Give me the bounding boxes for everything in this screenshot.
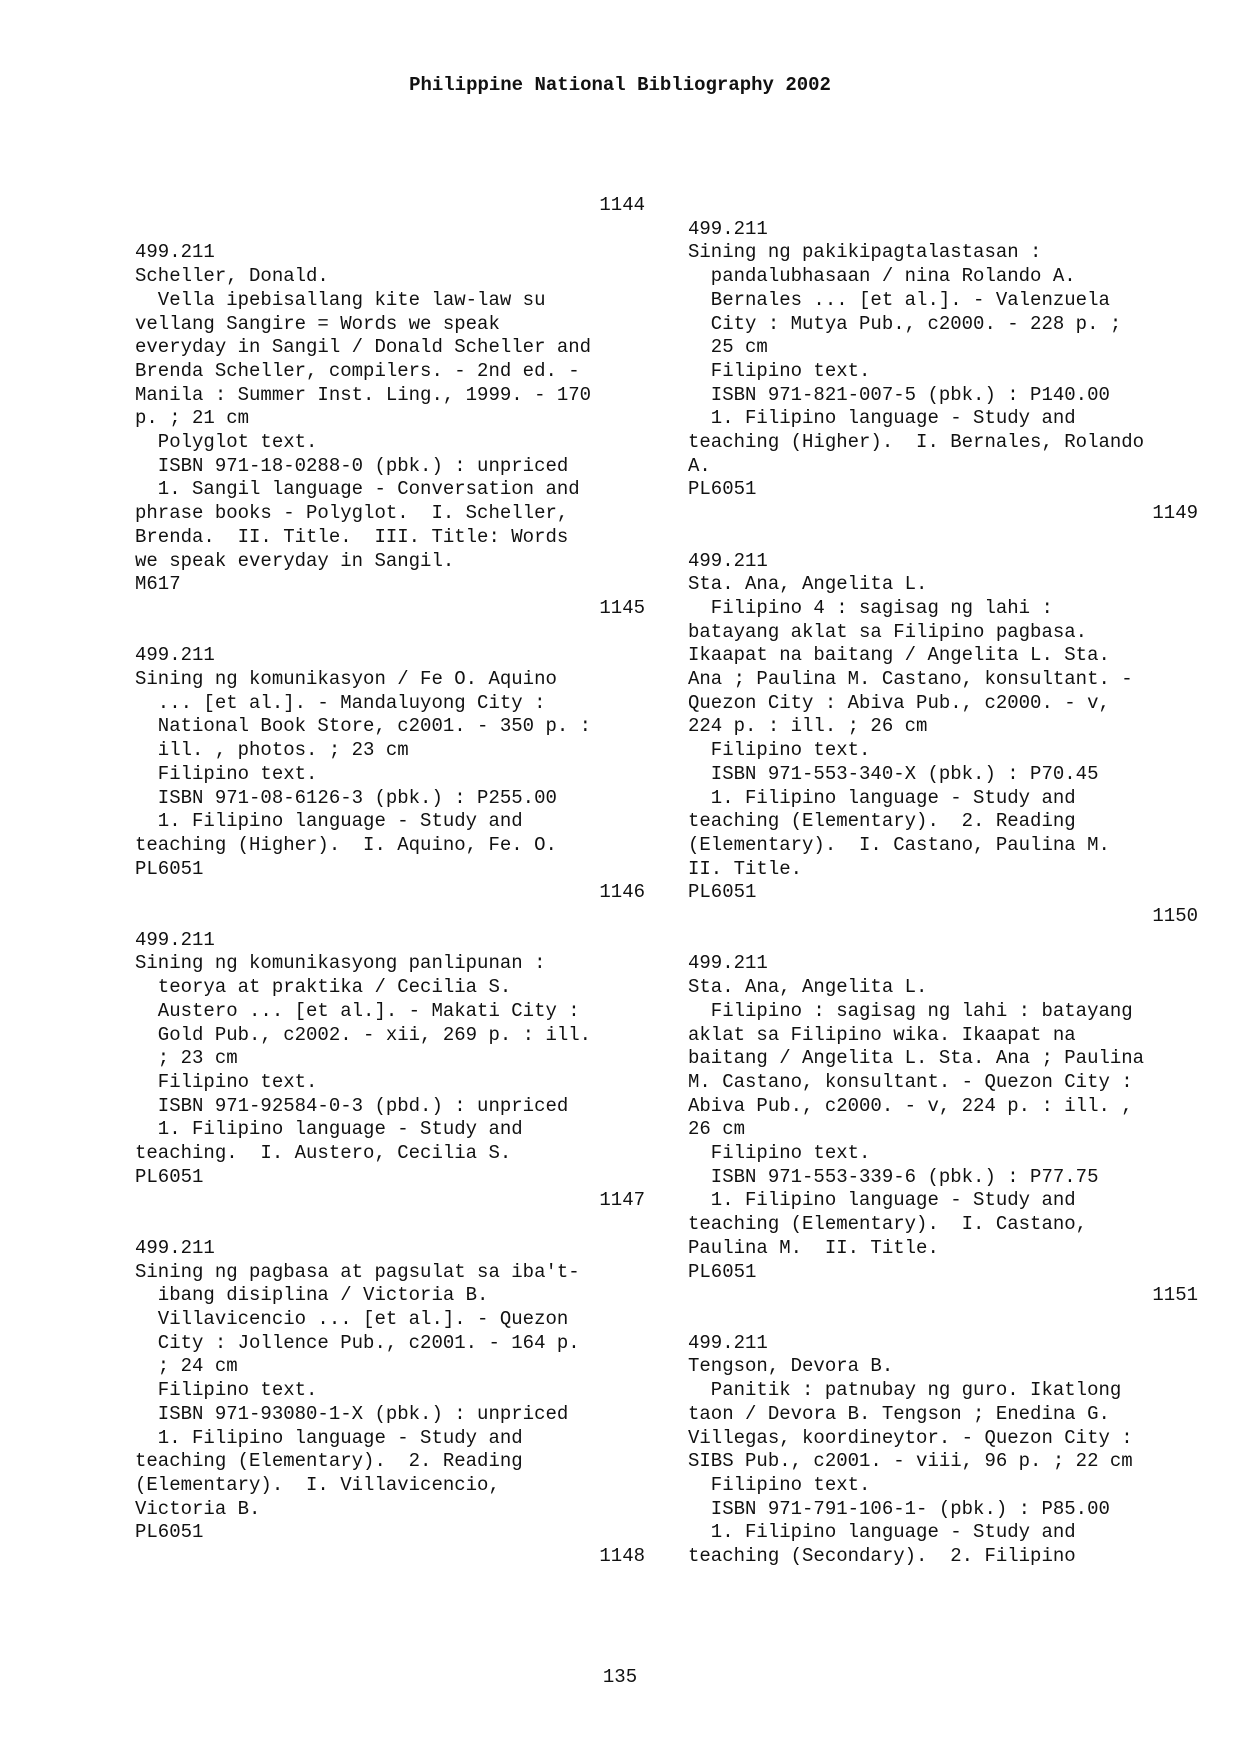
entry-text-line: Polyglot text.	[135, 431, 318, 454]
blank-line	[135, 218, 645, 242]
entry-number: 1149	[1152, 502, 1198, 525]
page-number: 135	[602, 1666, 638, 1688]
entry-text-line: SIBS Pub., c2001. - viii, 96 p. ; 22 cm	[688, 1450, 1133, 1473]
blank-line	[688, 929, 1198, 953]
entry-text-line: City : Jollence Pub., c2001. - 164 p.	[135, 1331, 580, 1354]
entry-text-line: PL6051	[688, 478, 757, 501]
entry-text-line: Sining ng komunikasyon / Fe O. Aquino	[135, 668, 557, 691]
entry-text-line: Brenda. II. Title. III. Title: Words	[135, 525, 569, 548]
entry-text-line: Sta. Ana, Angelita L.	[688, 573, 928, 596]
entry-number: 1148	[599, 1545, 645, 1568]
entry-text-line: teaching (Secondary). 2. Filipino	[688, 1545, 1076, 1568]
entry-text-line: aklat sa Filipino wika. Ikaapat na	[688, 1023, 1076, 1046]
entry-text-line: ill. , photos. ; 23 cm	[135, 739, 409, 762]
entry-text-line: pandalubhasaan / nina Rolando A.	[688, 265, 1076, 288]
entry-text-line: Filipino text.	[688, 1473, 871, 1496]
entry-text-line: 499.211	[688, 549, 768, 572]
entry-text-line: A.	[688, 454, 711, 477]
entry-text-line: 1. Filipino language - Study and	[688, 1189, 1076, 1212]
entry-text-line: Paulina M. II. Title.	[688, 1236, 939, 1259]
blank-line	[688, 526, 1198, 550]
entry-text-line: M. Castano, konsultant. - Quezon City :	[688, 1070, 1133, 1093]
entry-text-line: Scheller, Donald.	[135, 265, 329, 288]
entry-text-line: 1. Filipino language - Study and	[688, 786, 1076, 809]
entry-text-line: M617	[135, 573, 181, 596]
entry-text-line: teorya at praktika / Cecilia S.	[135, 976, 512, 999]
blank-line	[688, 1308, 1198, 1332]
entry-text-line: Villegas, koordineytor. - Quezon City :	[688, 1426, 1133, 1449]
entry-text-line: teaching. I. Austero, Cecilia S.	[135, 1142, 512, 1165]
entry-text-line: (Elementary). I. Castano, Paulina M.	[688, 833, 1110, 856]
entry-text-line: Tengson, Devora B.	[688, 1355, 894, 1378]
entry-text-line: 26 cm	[688, 1118, 746, 1141]
entry-text-line: Villavicencio ... [et al.]. - Quezon	[135, 1307, 569, 1330]
entry-text-line: Bernales ... [et al.]. - Valenzuela	[688, 288, 1110, 311]
entry-number: 1146	[599, 881, 645, 904]
entry-text-line: 499.211	[135, 1236, 215, 1259]
entry-text-line: Filipino : sagisag ng lahi : batayang	[688, 999, 1133, 1022]
entry-text-line: 499.211	[688, 1331, 768, 1354]
entry-text-line: 1. Filipino language - Study and	[135, 1426, 523, 1449]
entry-text-line: Sining ng pagbasa at pagsulat sa iba't-	[135, 1260, 580, 1283]
entry-text-line: (Elementary). I. Villavicencio,	[135, 1473, 500, 1496]
entry-text-line: II. Title.	[688, 857, 803, 880]
entry-text-line: Sining ng pakikipagtalastasan :	[688, 241, 1042, 264]
entry-text-line: PL6051	[135, 1521, 204, 1544]
entry-text-line: Abiva Pub., c2000. - v, 224 p. : ill. ,	[688, 1094, 1133, 1117]
page-header-title: Philippine National Bibliography 2002	[409, 74, 831, 96]
entry-text-line: Filipino text.	[688, 739, 871, 762]
entry-text-line: ISBN 971-93080-1-X (pbk.) : unpriced	[135, 1402, 569, 1425]
bibliography-column-right	[688, 194, 1198, 1569]
entry-text-line: teaching (Higher). I. Aquino, Fe. O.	[135, 833, 557, 856]
entry-text-line: teaching (Higher). I. Bernales, Rolando	[688, 431, 1145, 454]
entry-text-line: Filipino 4 : sagisag ng lahi :	[688, 596, 1053, 619]
entry-text-line: 499.211	[135, 928, 215, 951]
entry-text-line: baitang / Angelita L. Sta. Ana ; Paulina	[688, 1047, 1145, 1070]
entry-text-line: Sta. Ana, Angelita L.	[688, 976, 928, 999]
blank-line	[135, 905, 645, 929]
entry-text-line: ISBN 971-92584-0-3 (pbd.) : unpriced	[135, 1094, 569, 1117]
entry-number: 1150	[1152, 905, 1198, 928]
entry-text-line: Filipino text.	[135, 762, 318, 785]
entry-text-line: we speak everyday in Sangil.	[135, 549, 455, 572]
entry-text-line: Sining ng komunikasyong panlipunan :	[135, 952, 546, 975]
entry-text-line: Filipino text.	[688, 1142, 871, 1165]
entry-text-line: ; 23 cm	[135, 1047, 238, 1070]
entry-text-line: Panitik : patnubay ng guro. Ikatlong	[688, 1379, 1122, 1402]
entry-text-line: Ana ; Paulina M. Castano, konsultant. -	[688, 668, 1133, 691]
entry-text-line: PL6051	[688, 1260, 757, 1283]
blank-line	[135, 621, 645, 645]
entry-text-line: ISBN 971-791-106-1- (pbk.) : P85.00	[688, 1497, 1110, 1520]
entry-text-line: 1. Filipino language - Study and	[135, 1118, 523, 1141]
entry-text-line: teaching (Elementary). I. Castano,	[688, 1213, 1088, 1236]
entry-text-line: PL6051	[135, 857, 204, 880]
entry-text-line: PL6051	[135, 1165, 204, 1188]
entry-text-line: Filipino text.	[135, 1070, 318, 1093]
entry-text-line: ISBN 971-08-6126-3 (pbk.) : P255.00	[135, 786, 557, 809]
entry-text-line: ISBN 971-821-007-5 (pbk.) : P140.00	[688, 383, 1110, 406]
entry-text-line: vellang Sangire = Words we speak	[135, 312, 500, 335]
entry-text-line: Ikaapat na baitang / Angelita L. Sta.	[688, 644, 1110, 667]
entry-number: 1144	[599, 194, 645, 216]
entry-text-line: batayang aklat sa Filipino pagbasa.	[688, 620, 1088, 643]
entry-text-line: 1. Filipino language - Study and	[688, 1521, 1076, 1544]
entry-text-line: ; 24 cm	[135, 1355, 238, 1378]
entry-text-line: teaching (Elementary). 2. Reading	[135, 1450, 523, 1473]
entry-text-line: 499.211	[688, 952, 768, 975]
entry-text-line: ... [et al.]. - Mandaluyong City :	[135, 691, 546, 714]
entry-text-line: Brenda Scheller, compilers. - 2nd ed. -	[135, 359, 580, 382]
entry-number: 1145	[599, 596, 645, 619]
entry-text-line: Filipino text.	[135, 1379, 318, 1402]
entry-text-line: Quezon City : Abiva Pub., c2000. - v,	[688, 691, 1110, 714]
entry-text-line: ibang disiplina / Victoria B.	[135, 1284, 489, 1307]
entry-text-line: 25 cm	[688, 336, 768, 359]
entry-text-line: p. ; 21 cm	[135, 407, 250, 430]
entry-text-line: Austero ... [et al.]. - Makati City :	[135, 999, 580, 1022]
entry-text-line: everyday in Sangil / Donald Scheller and	[135, 336, 592, 359]
entry-text-line: 224 p. : ill. ; 26 cm	[688, 715, 928, 738]
entry-text-line: 1. Filipino language - Study and	[135, 810, 523, 833]
entry-text-line: PL6051	[688, 881, 757, 904]
bibliography-column-left	[135, 194, 645, 1569]
entry-text-line: 499.211	[135, 241, 215, 264]
entry-text-line: ISBN 971-553-339-6 (pbk.) : P77.75	[688, 1165, 1099, 1188]
entry-text-line: Vella ipebisallang kite law-law su	[135, 288, 546, 311]
entry-text-line: 499.211	[688, 217, 768, 240]
entry-text-line: ISBN 971-18-0288-0 (pbk.) : unpriced	[135, 454, 569, 477]
blank-line	[135, 1213, 645, 1237]
entry-number: 1151	[1152, 1284, 1198, 1307]
entry-text-line: Manila : Summer Inst. Ling., 1999. - 170	[135, 383, 592, 406]
entry-text-line: taon / Devora B. Tengson ; Enedina G.	[688, 1402, 1110, 1425]
entry-text-line: ISBN 971-553-340-X (pbk.) : P70.45	[688, 762, 1099, 785]
entry-text-line: Filipino text.	[688, 359, 871, 382]
blank-line	[688, 194, 1198, 218]
entry-text-line: 1. Sangil language - Conversation and	[135, 478, 580, 501]
entry-text-line: National Book Store, c2001. - 350 p. :	[135, 715, 592, 738]
entry-number: 1147	[599, 1189, 645, 1212]
entry-text-line: Gold Pub., c2002. - xii, 269 p. : ill.	[135, 1023, 592, 1046]
entry-text-line: Victoria B.	[135, 1497, 261, 1520]
entry-text-line: City : Mutya Pub., c2000. - 228 p. ;	[688, 312, 1122, 335]
entry-text-line: phrase books - Polyglot. I. Scheller,	[135, 502, 569, 525]
entry-text-line: teaching (Elementary). 2. Reading	[688, 810, 1076, 833]
entry-text-line: 499.211	[135, 644, 215, 667]
entry-text-line: 1. Filipino language - Study and	[688, 407, 1076, 430]
